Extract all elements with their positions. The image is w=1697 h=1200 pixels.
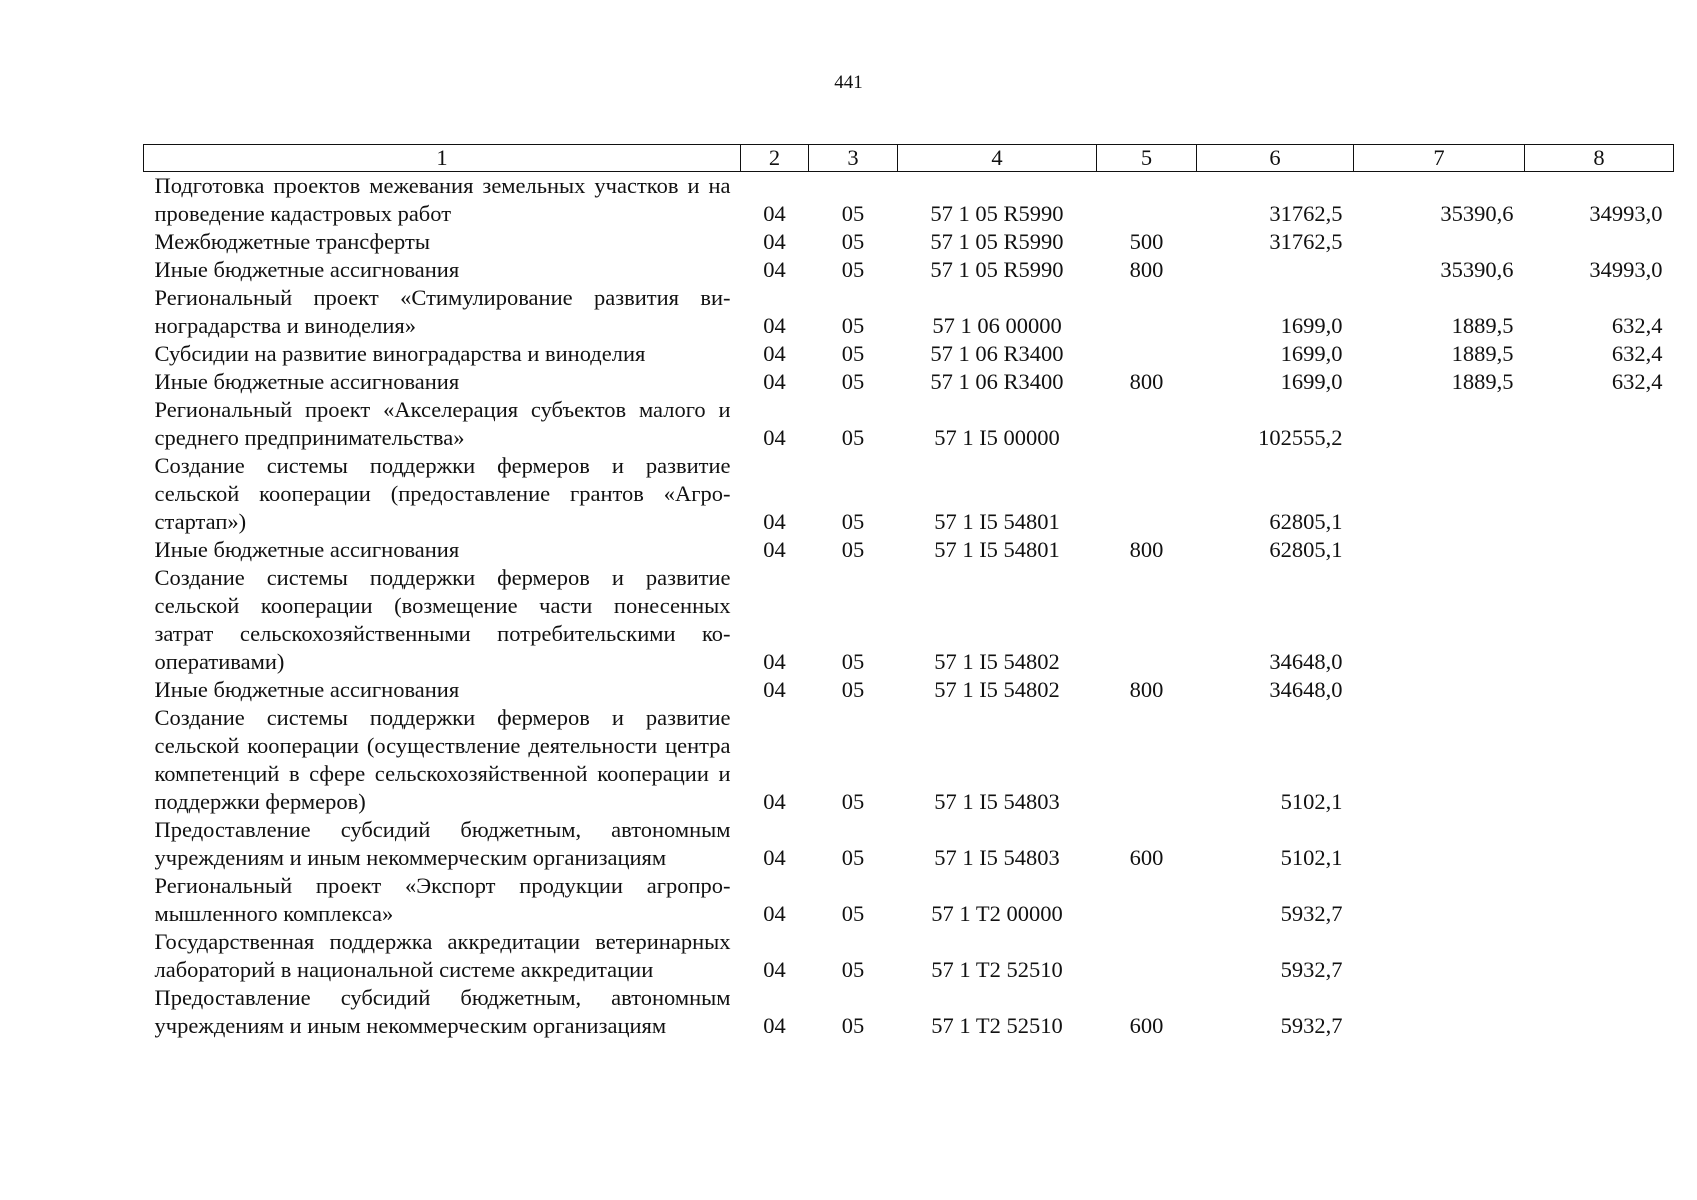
row-subsection: 05 bbox=[841, 789, 865, 814]
row-expense-type bbox=[1097, 928, 1197, 984]
row-amount-col8 bbox=[1525, 536, 1674, 564]
row-section: 04 bbox=[763, 649, 786, 674]
row-target-article: 57 1 I5 54803 bbox=[934, 845, 1060, 870]
row-amount-col8 bbox=[1525, 564, 1674, 676]
row-target-article: 57 1 05 R5990 bbox=[930, 201, 1064, 226]
row-target-article: 57 1 T2 00000 bbox=[931, 901, 1063, 926]
row-subsection: 05 bbox=[841, 677, 865, 702]
row-amount-col6: 62805,1 bbox=[1269, 537, 1343, 562]
table-row bbox=[144, 368, 1674, 396]
row-expense-type: 600 bbox=[1129, 845, 1164, 870]
page-number: 441 bbox=[834, 72, 863, 93]
row-amount-col7 bbox=[1354, 396, 1525, 452]
table-row bbox=[144, 536, 1674, 564]
column-header-2: 2 bbox=[741, 145, 809, 172]
column-header-4: 4 bbox=[898, 145, 1097, 172]
row-amount-col6: 102555,2 bbox=[1258, 425, 1343, 450]
row-section: 04 bbox=[763, 957, 786, 982]
table-row bbox=[144, 676, 1674, 704]
row-amount-col7: 1889,5 bbox=[1451, 369, 1514, 394]
column-header-7: 7 bbox=[1354, 145, 1525, 172]
row-subsection: 05 bbox=[841, 313, 865, 338]
row-subsection: 05 bbox=[841, 649, 865, 674]
row-expense-type: 600 bbox=[1129, 1013, 1164, 1038]
row-expense-type: 800 bbox=[1129, 369, 1164, 394]
row-target-article: 57 1 T2 52510 bbox=[931, 957, 1063, 982]
table-row bbox=[144, 340, 1674, 368]
row-amount-col7 bbox=[1354, 676, 1525, 704]
row-amount-col6: 31762,5 bbox=[1269, 229, 1343, 254]
table-row bbox=[144, 816, 1674, 872]
row-section: 04 bbox=[763, 1013, 786, 1038]
row-target-article: 57 1 05 R5990 bbox=[930, 257, 1064, 282]
row-amount-col6: 31762,5 bbox=[1269, 201, 1343, 226]
row-amount-col8 bbox=[1525, 872, 1674, 928]
row-amount-col6 bbox=[1197, 256, 1354, 284]
row-expense-type bbox=[1097, 172, 1197, 229]
column-header-6: 6 bbox=[1197, 145, 1354, 172]
row-section: 04 bbox=[763, 257, 786, 282]
row-amount-col7 bbox=[1354, 984, 1525, 1040]
table-row bbox=[144, 452, 1674, 536]
row-section: 04 bbox=[763, 537, 786, 562]
row-amount-col8 bbox=[1525, 228, 1674, 256]
row-amount-col6: 62805,1 bbox=[1269, 509, 1343, 534]
table-row bbox=[144, 928, 1674, 984]
row-amount-col8: 632,4 bbox=[1611, 313, 1663, 338]
row-amount-col7: 1889,5 bbox=[1451, 341, 1514, 366]
row-amount-col8: 632,4 bbox=[1611, 341, 1663, 366]
row-name: Иные бюджетные ассигнования bbox=[154, 677, 460, 702]
row-expense-type bbox=[1097, 452, 1197, 536]
row-amount-col7 bbox=[1354, 564, 1525, 676]
row-target-article: 57 1 I5 00000 bbox=[934, 425, 1060, 450]
row-section: 04 bbox=[763, 229, 786, 254]
table-row bbox=[144, 228, 1674, 256]
row-name: Государственная поддержка аккредитации ветеринарных лабораторий в национальной системе аккредитации bbox=[154, 929, 731, 982]
row-section: 04 bbox=[763, 845, 786, 870]
row-name: Субсидии на развитие виноградарства и виноделия bbox=[154, 341, 646, 366]
table-row bbox=[144, 256, 1674, 284]
row-amount-col6: 5102,1 bbox=[1280, 789, 1343, 814]
table-row bbox=[144, 284, 1674, 340]
row-subsection: 05 bbox=[841, 901, 865, 926]
row-amount-col7 bbox=[1354, 452, 1525, 536]
row-amount-col6: 34648,0 bbox=[1269, 677, 1343, 702]
row-amount-col7 bbox=[1354, 536, 1525, 564]
row-amount-col7: 35390,6 bbox=[1440, 257, 1514, 282]
row-expense-type: 800 bbox=[1129, 677, 1164, 702]
table-row bbox=[144, 172, 1674, 229]
row-amount-col7 bbox=[1354, 928, 1525, 984]
row-amount-col8 bbox=[1525, 928, 1674, 984]
row-section: 04 bbox=[763, 201, 786, 226]
column-header-5: 5 bbox=[1097, 145, 1197, 172]
row-target-article: 57 1 06 R3400 bbox=[930, 341, 1064, 366]
row-expense-type: 800 bbox=[1129, 257, 1164, 282]
row-expense-type bbox=[1097, 396, 1197, 452]
row-section: 04 bbox=[763, 677, 786, 702]
row-section: 04 bbox=[763, 901, 786, 926]
row-name: Предоставление субсидий бюджетным, автономным учреждениям и иным некоммерческим организациям bbox=[154, 817, 731, 870]
row-target-article: 57 1 I5 54801 bbox=[934, 509, 1060, 534]
row-amount-col7 bbox=[1354, 704, 1525, 816]
row-target-article: 57 1 I5 54802 bbox=[934, 649, 1060, 674]
row-subsection: 05 bbox=[841, 509, 865, 534]
row-target-article: 57 1 I5 54801 bbox=[934, 537, 1060, 562]
row-name: Подготовка проектов межевания земельных участков и на проведение кадастровых работ bbox=[154, 173, 731, 226]
row-amount-col7: 35390,6 bbox=[1440, 201, 1514, 226]
row-expense-type bbox=[1097, 340, 1197, 368]
row-subsection: 05 bbox=[841, 1013, 865, 1038]
column-header-1: 1 bbox=[144, 145, 741, 172]
row-name: Региональный проект «Экспорт продукции агропромышленного комплекса» bbox=[154, 873, 731, 926]
row-name: Региональный проект «Стимулирование развития виноградарства и виноделия» bbox=[154, 285, 731, 338]
row-amount-col8 bbox=[1525, 452, 1674, 536]
row-target-article: 57 1 T2 52510 bbox=[931, 1013, 1063, 1038]
row-subsection: 05 bbox=[841, 257, 865, 282]
row-name: Предоставление субсидий бюджетным, автономным учреждениям и иным некоммерческим организациям bbox=[154, 985, 731, 1038]
row-expense-type: 500 bbox=[1129, 229, 1164, 254]
row-target-article: 57 1 06 00000 bbox=[932, 313, 1062, 338]
row-amount-col8 bbox=[1525, 396, 1674, 452]
row-subsection: 05 bbox=[841, 845, 865, 870]
row-name: Иные бюджетные ассигнования bbox=[154, 257, 460, 282]
row-section: 04 bbox=[763, 341, 786, 366]
header-row bbox=[144, 145, 1674, 172]
row-amount-col6: 1699,0 bbox=[1280, 313, 1343, 338]
table-row bbox=[144, 704, 1674, 816]
row-amount-col6: 34648,0 bbox=[1269, 649, 1343, 674]
row-amount-col6: 5932,7 bbox=[1280, 901, 1343, 926]
row-expense-type bbox=[1097, 564, 1197, 676]
row-target-article: 57 1 06 R3400 bbox=[930, 369, 1064, 394]
row-name: Иные бюджетные ассигнования bbox=[154, 369, 460, 394]
row-amount-col7: 1889,5 bbox=[1451, 313, 1514, 338]
row-name: Создание системы поддержки фермеров и развитие сельской кооперации (возмещение части понесенных затрат сельскохозяйственными потребительскими кооперативами) bbox=[154, 565, 731, 674]
row-section: 04 bbox=[763, 313, 786, 338]
budget-table bbox=[143, 144, 1674, 1040]
row-subsection: 05 bbox=[841, 425, 865, 450]
row-amount-col8 bbox=[1525, 984, 1674, 1040]
row-amount-col7 bbox=[1354, 872, 1525, 928]
row-section: 04 bbox=[763, 509, 786, 534]
row-amount-col6: 5932,7 bbox=[1280, 957, 1343, 982]
row-name: Региональный проект «Акселерация субъектов малого и среднего предпринимательства» bbox=[154, 397, 731, 450]
row-amount-col6: 5102,1 bbox=[1280, 845, 1343, 870]
row-name: Создание системы поддержки фермеров и развитие сельской кооперации (предоставление грантов «Агростартап») bbox=[154, 453, 731, 534]
row-amount-col8 bbox=[1525, 676, 1674, 704]
row-expense-type bbox=[1097, 872, 1197, 928]
row-target-article: 57 1 I5 54802 bbox=[934, 677, 1060, 702]
row-subsection: 05 bbox=[841, 229, 865, 254]
column-header-3: 3 bbox=[809, 145, 898, 172]
row-amount-col8 bbox=[1525, 704, 1674, 816]
row-target-article: 57 1 I5 54803 bbox=[934, 789, 1060, 814]
table-row bbox=[144, 984, 1674, 1040]
row-section: 04 bbox=[763, 789, 786, 814]
row-amount-col7 bbox=[1354, 816, 1525, 872]
row-subsection: 05 bbox=[841, 201, 865, 226]
row-amount-col8: 34993,0 bbox=[1589, 257, 1663, 282]
row-subsection: 05 bbox=[841, 369, 865, 394]
row-expense-type: 800 bbox=[1129, 537, 1164, 562]
row-amount-col7 bbox=[1354, 228, 1525, 256]
column-header-8: 8 bbox=[1525, 145, 1674, 172]
row-name: Создание системы поддержки фермеров и развитие сельской кооперации (осуществление деятельности центра компетенций в сфере сельскохозяйственной кооперации и поддержки фермеров) bbox=[154, 705, 731, 814]
row-subsection: 05 bbox=[841, 537, 865, 562]
row-section: 04 bbox=[763, 369, 786, 394]
row-expense-type bbox=[1097, 704, 1197, 816]
row-name: Иные бюджетные ассигнования bbox=[154, 537, 460, 562]
row-name: Межбюджетные трансферты bbox=[154, 229, 430, 254]
row-target-article: 57 1 05 R5990 bbox=[930, 229, 1064, 254]
row-amount-col8: 34993,0 bbox=[1589, 201, 1663, 226]
row-expense-type bbox=[1097, 284, 1197, 340]
row-subsection: 05 bbox=[841, 957, 865, 982]
row-subsection: 05 bbox=[841, 341, 865, 366]
row-amount-col6: 1699,0 bbox=[1280, 341, 1343, 366]
row-amount-col6: 5932,7 bbox=[1280, 1013, 1343, 1038]
table-body bbox=[144, 172, 1674, 1041]
table-row bbox=[144, 872, 1674, 928]
table-row bbox=[144, 564, 1674, 676]
table-row bbox=[144, 396, 1674, 452]
row-amount-col6: 1699,0 bbox=[1280, 369, 1343, 394]
row-section: 04 bbox=[763, 425, 786, 450]
row-amount-col8 bbox=[1525, 816, 1674, 872]
row-amount-col8: 632,4 bbox=[1611, 369, 1663, 394]
